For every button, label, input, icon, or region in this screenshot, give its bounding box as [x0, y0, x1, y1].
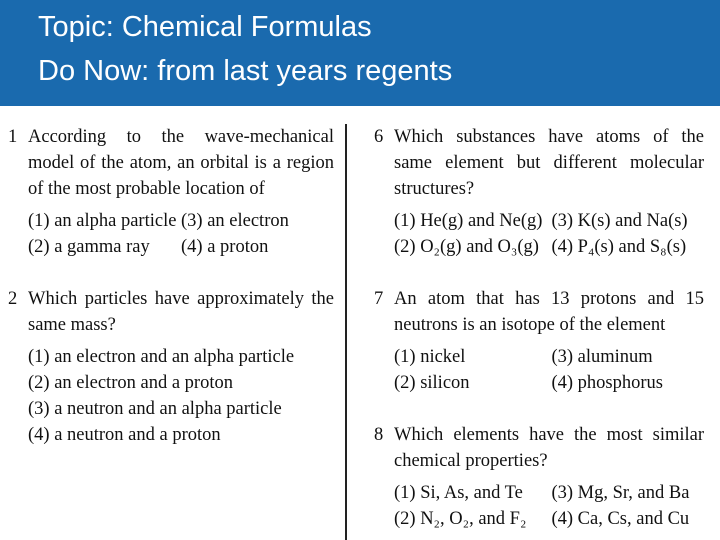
- answer-choice: (3) a neutron and an alpha particle: [28, 399, 282, 419]
- answer-choice: (2) N₂, O₂, and F₂: [394, 509, 527, 529]
- question-6: [374, 124, 704, 260]
- answer-choice: (3) aluminum: [551, 347, 653, 367]
- answer-choice: (4) phosphorus: [551, 373, 663, 393]
- answer-choice: (1) Si, As, and Te: [394, 483, 523, 503]
- answer-choice: (2) O₂(g) and O₃(g): [394, 237, 539, 257]
- answer-choice: (4) P₄(s) and S₈(s): [551, 237, 687, 257]
- question-number: 2: [8, 289, 18, 309]
- answer-choices: [394, 480, 704, 532]
- question-8: [374, 422, 704, 532]
- question-1: [8, 124, 334, 260]
- answer-choices: [28, 208, 334, 260]
- answer-choice: (4) a neutron and a proton: [28, 425, 221, 445]
- question-stem: Which substances have atoms of the same element but different molecular structures?: [394, 127, 704, 199]
- answer-choice: (3) Mg, Sr, and Ba: [551, 483, 690, 503]
- question-number: 8: [374, 425, 384, 445]
- answer-choice: (2) an electron and a proton: [28, 373, 233, 393]
- answer-choice: (4) Ca, Cs, and Cu: [551, 509, 690, 529]
- answer-choice: (2) a gamma ray: [28, 237, 150, 257]
- answer-choice: (2) silicon: [394, 373, 470, 393]
- page-subtitle: Do Now: from last years regents: [38, 55, 453, 87]
- left-question-column: [8, 124, 334, 448]
- column-divider: [345, 124, 347, 540]
- question-number: 1: [8, 127, 18, 147]
- answer-choice: (3) an electron: [181, 211, 289, 231]
- answer-choices: [28, 344, 334, 448]
- answer-choices: [394, 344, 704, 396]
- page-title: Topic: Chemical Formulas: [38, 11, 372, 43]
- answer-choice: (3) K(s) and Na(s): [551, 211, 688, 231]
- question-stem: Which elements have the most similar chemical properties?: [394, 425, 704, 471]
- question-number: 6: [374, 127, 384, 147]
- answer-choice: (1) nickel: [394, 347, 466, 367]
- answer-choice: (1) an electron and an alpha particle: [28, 347, 295, 367]
- question-stem: An atom that has 13 protons and 15 neutrons is an isotope of the element: [394, 289, 704, 335]
- answer-choice: (4) a proton: [181, 237, 269, 257]
- question-7: [374, 286, 704, 396]
- question-number: 7: [374, 289, 384, 309]
- answer-choices: [394, 208, 704, 260]
- answer-choice: (1) He(g) and Ne(g): [394, 211, 543, 231]
- title-banner: [0, 0, 720, 106]
- question-2: [8, 286, 334, 448]
- right-question-column: [374, 124, 704, 532]
- question-stem: According to the wave-mechanical model of the atom, an orbital is a region of the most probable location of: [28, 127, 334, 199]
- question-stem: Which particles have approximately the same mass?: [28, 289, 334, 335]
- answer-choice: (1) an alpha particle: [28, 211, 177, 231]
